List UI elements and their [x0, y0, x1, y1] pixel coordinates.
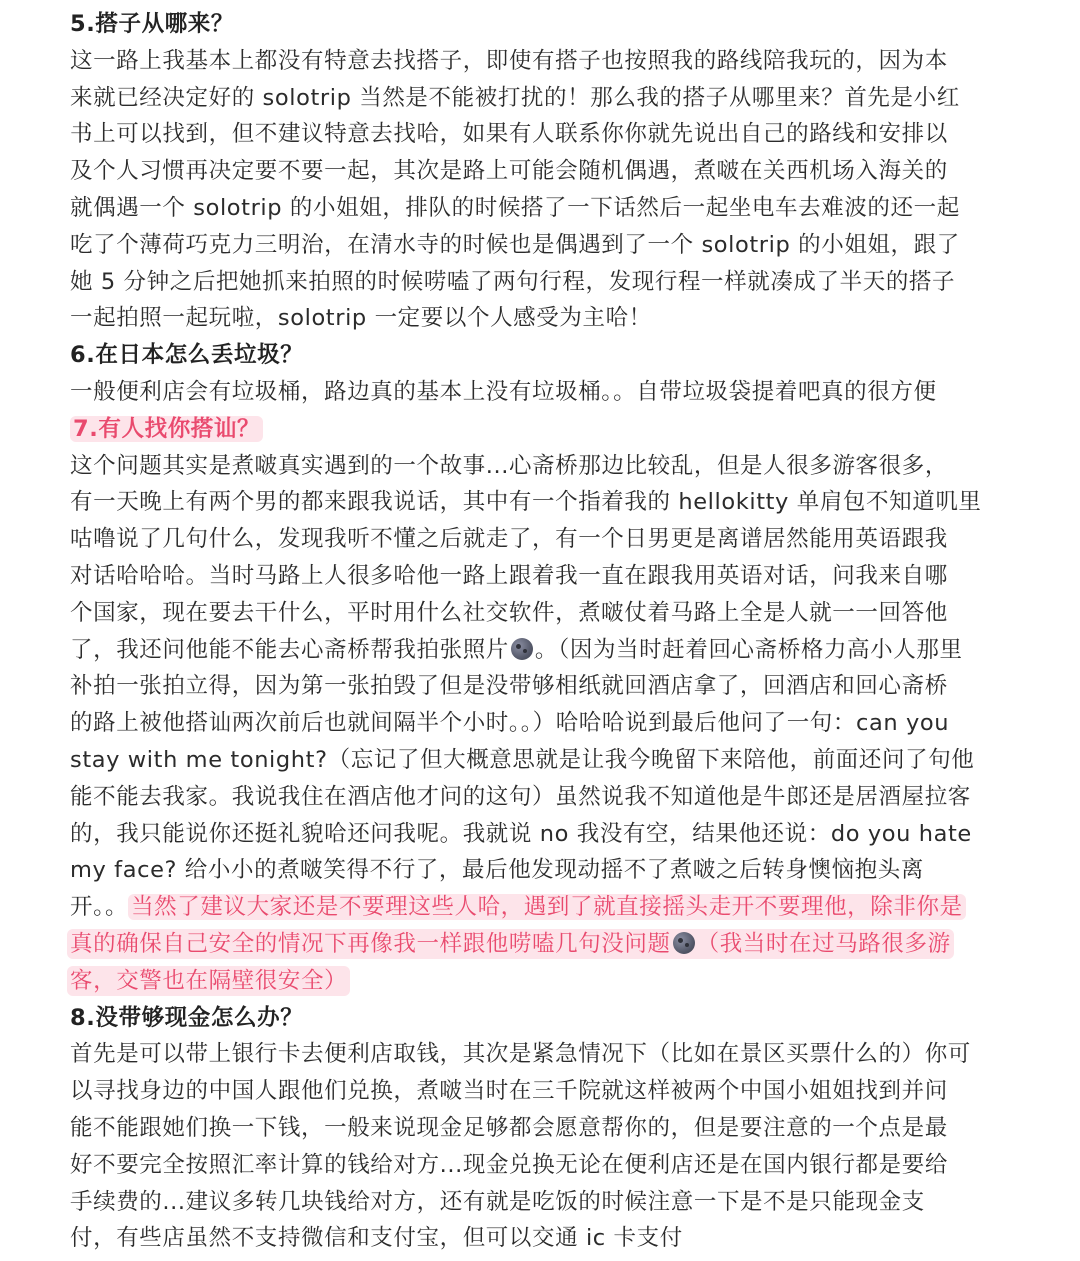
highlight-text: 客，交警也在隔壁很安全）	[67, 966, 350, 996]
paragraph-line: 一起拍照一起玩啦，solotrip 一定要以个人感受为主哈！	[70, 305, 652, 332]
paragraph-line: 就偶遇一个 solotrip 的小姐姐，排队的时候搭了一下话然后一起坐电车去难波的还一起	[70, 194, 960, 221]
new-moon-face-icon	[511, 638, 533, 660]
section-5-heading: 5.搭子从哪来？	[70, 11, 235, 37]
paragraph-line: 这个问题其实是煮啵真实遇到的一个故事...心斋桥那边比较乱，但是人很多游客很多，	[70, 452, 948, 479]
paragraph-line: 她 5 分钟之后把她抓来拍照的时候唠嗑了两句行程，发现行程一样就凑成了半天的搭子	[70, 268, 956, 295]
section-8-heading: 8.没带够现金怎么办？	[70, 1004, 304, 1031]
line-text: 开。。	[70, 894, 129, 921]
line-text: 。（因为当时赶着回心斋桥格力高小人那里	[534, 636, 963, 663]
new-moon-face-icon	[673, 932, 695, 954]
paragraph-line: 能不能去我家。我说我住在酒店他才问的这句）虽然说我不知道他是牛郎还是居酒屋拉客	[70, 783, 971, 810]
paragraph-line: 补拍一张拍立得，因为第一张拍毁了但是没带够相纸就回酒店拿了，回酒店和回心斋桥	[70, 673, 948, 700]
paragraph-line: 个国家，现在要去干什么，平时用什么社交软件，煮啵仗着马路上全是人就一一回答他	[70, 599, 948, 626]
paragraph-line: 书上可以找到，但不建议特意去找哈，如果有人联系你你就先说出自己的路线和安排以	[70, 121, 948, 148]
section-6-heading: 6.在日本怎么丢垃圾？	[70, 342, 304, 369]
paragraph-line: 手续费的...建议多转几块钱给对方，还有就是吃饭的时候注意一下是不是只能现金支	[70, 1188, 925, 1215]
paragraph-line: 以寻找身边的中国人跟他们兑换，煮啵当时在三千院就这样被两个中国小姐姐找到并问	[70, 1078, 948, 1105]
paragraph-line: 的路上被他搭讪两次前后也就间隔半个小时。。）哈哈哈说到最后他问了一句：can you	[70, 710, 950, 737]
highlight-text: 当然了建议大家还是不要理这些人哈，遇到了就直接摇头走开不要理他，除非你是	[128, 894, 966, 920]
paragraph-line: 吃了个薄荷巧克力三明治，在清水寺的时候也是偶遇到了一个 solotrip 的小姐姐，跟了	[70, 231, 960, 258]
paragraph-line: 好不要完全按照汇率计算的钱给对方...现金兑换无论在便利店还是在国内银行都是要给	[70, 1151, 948, 1178]
highlight-block	[67, 929, 954, 959]
section-8	[70, 1000, 1010, 1258]
paragraph-line: 能不能跟她们换一下钱，一般来说现金足够都会愿意帮你的，但是要注意的一个点是最	[70, 1114, 948, 1141]
section-5	[70, 6, 1010, 337]
line-text: 了，我还问他能不能去心斋桥帮我拍张照片	[70, 636, 509, 663]
section-7-heading-row	[70, 411, 1010, 448]
highlighted-line	[70, 963, 1010, 1000]
paragraph-line: 来就已经决定好的 solotrip 当然是不能被打扰的！那么我的搭子从哪里来？首先是小红	[70, 84, 960, 111]
paragraph-line: 的，我只能说你还挺礼貌哈还问我呢。我就说 no 我没有空，结果他还说：do you hate	[70, 820, 972, 847]
paragraph-line: my face? 给小小的煮啵笑得不行了，最后他发现动摇不了煮啵之后转身懊恼抱头离	[70, 857, 925, 884]
section-7-heading: 7.有人找你搭讪？	[70, 416, 263, 442]
section-6	[70, 337, 1010, 411]
paragraph-line: 对话哈哈哈。当时马路上人很多哈他一路上跟着我一直在跟我用英语对话，问我来自哪	[70, 562, 948, 589]
paragraph-line: 首先是可以带上银行卡去便利店取钱，其次是紧急情况下（比如在景区买票什么的）你可	[70, 1041, 971, 1068]
paragraph-line: 及个人习惯再决定要不要一起，其次是路上可能会随机偶遇，煮啵在关西机场入海关的	[70, 158, 948, 185]
highlight-text: 真的确保自己安全的情况下再像我一样跟他唠嗑几句没问题	[70, 930, 671, 957]
section-7	[70, 411, 1010, 1000]
paragraph-line: 一般便利店会有垃圾桶，路边真的基本上没有垃圾桶。。自带垃圾袋提着吧真的很方便	[70, 378, 937, 405]
paragraph-line: 付，有些店虽然不支持微信和支付宝，但可以交通 ic 卡支付	[70, 1225, 683, 1252]
paragraph-line: 这一路上我基本上都没有特意去找搭子，即使有搭子也按照我的路线陪我玩的，因为本	[70, 47, 948, 74]
highlight-text: （我当时在过马路很多游	[696, 930, 951, 957]
highlighted-line	[70, 926, 1010, 963]
paragraph-line: stay with me tonight?（忘记了但大概意思就是让我今晚留下来陪他，前面还问了句他	[70, 746, 975, 773]
paragraph-line-with-emoji	[70, 632, 1010, 669]
paragraph-line: 有一天晚上有两个男的都来跟我说话，其中有一个指着我的 hellokitty 单肩包不知道叽里	[70, 489, 982, 516]
highlighted-line	[70, 889, 1010, 926]
paragraph-line: 咕噜说了几句什么，发现我听不懂之后就走了，有一个日男更是离谱居然能用英语跟我	[70, 526, 948, 553]
